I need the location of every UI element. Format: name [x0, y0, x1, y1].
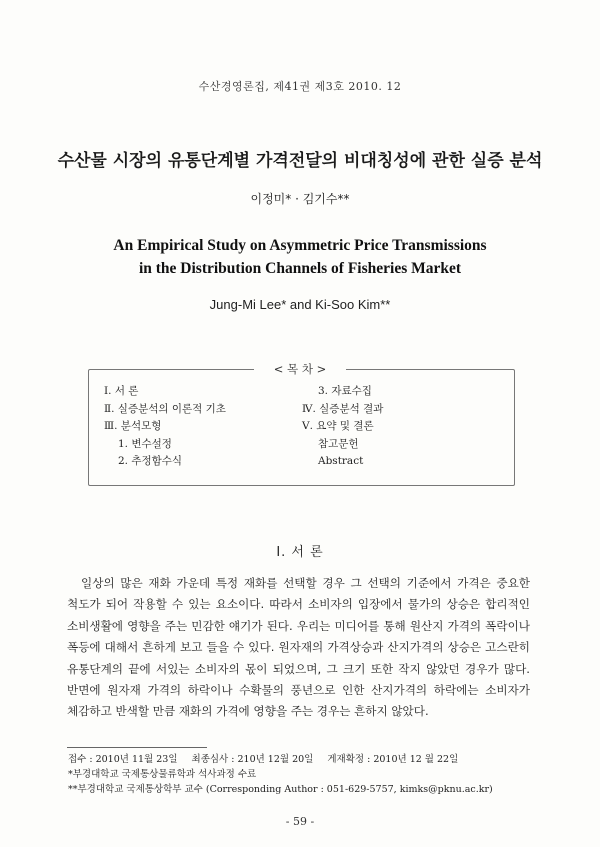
toc-item: 3. 자료수집	[318, 385, 372, 397]
toc-item: Ⅴ. 요약 및 결론	[302, 420, 374, 432]
authors-korean: 이정미* · 김기수**	[250, 192, 350, 206]
toc-item: Ⅳ. 실증분석 결과	[302, 402, 384, 415]
toc-item: Ⅰ. 서 론	[104, 385, 139, 397]
journal-header: 수산경영론집, 제41권 제3호 2010. 12	[198, 80, 402, 93]
toc-item: Abstract	[318, 455, 364, 467]
toc-item: 1. 변수설정	[118, 437, 172, 450]
authors-english: Jung-Mi Lee* and Ki-Soo Kim**	[209, 297, 391, 312]
footnote-divider	[67, 747, 207, 748]
body-paragraph: 일상의 많은 재화 가운데 특정 재화를 선택할 경우 그 선택의 기준에서 가격은 중요한 척도가 되어 작용할 수 있는 요소이다. 따라서 소비자의 입장에서 물가의 상승은 합리적인 소비생활에 영향을 주는 민감한 얘기가 된다. 우리는 미디어를 통해 원산지 가격의 폭락이나 폭등에 대해서 흔하게 보고 들을 수 있다. 원자재의 가격상승과 산지가격의 상승은 고스란히 유통단계의 끝에 서있는 소비자의 몫이 되었으며, 그 크기 또한 작지 않았던 경우가 많다. 반면에 원자재 가격의 하락이나 수확물의 풍년으로 인한 산지가격의 하락에는 소비자가 체감하고 반색할 만큼 재화의 가격에 영향을 주는 경우는 흔하지 않았다.	[67, 576, 530, 719]
toc-item: 참고문헌	[318, 437, 359, 450]
footnote-dates	[68, 752, 538, 767]
toc-item: Ⅱ. 실증분석의 이론적 기초	[104, 402, 226, 415]
toc-header: < 목 차 >	[254, 361, 346, 377]
section-heading: Ⅰ. 서 론	[276, 545, 324, 560]
received-date: 접수 : 2010년 11월 23일	[68, 754, 178, 765]
title-english	[0, 234, 600, 280]
title-english-line2: in the Distribution Channels of Fisheries Market	[138, 260, 462, 277]
review-date: 최종심사 : 210년 12월 20일	[191, 754, 314, 765]
toc-item: Ⅲ. 분석모형	[104, 420, 162, 432]
title-english-line1: An Empirical Study on Asymmetric Price Transmissions	[113, 237, 487, 254]
accepted-date: 게재확정 : 2010년 12 월 22일	[327, 754, 459, 765]
footnotes	[68, 752, 538, 797]
title-korean: 수산물 시장의 유통단계별 가격전달의 비대칭성에 관한 실증 분석	[57, 151, 543, 171]
toc-item: 2. 추정함수식	[118, 455, 183, 467]
page-number: - 59 -	[285, 815, 315, 828]
toc-right-column	[302, 383, 383, 471]
footnote-author1: *부경대학교 국제통상물류학과 석사과정 수료	[68, 769, 257, 780]
toc-left-column	[104, 383, 226, 471]
footnote-author2: **부경대학교 국제통상학부 교수 (Corresponding Author : 051-629-5757, kimks@pknu.ac.kr)	[68, 784, 493, 795]
